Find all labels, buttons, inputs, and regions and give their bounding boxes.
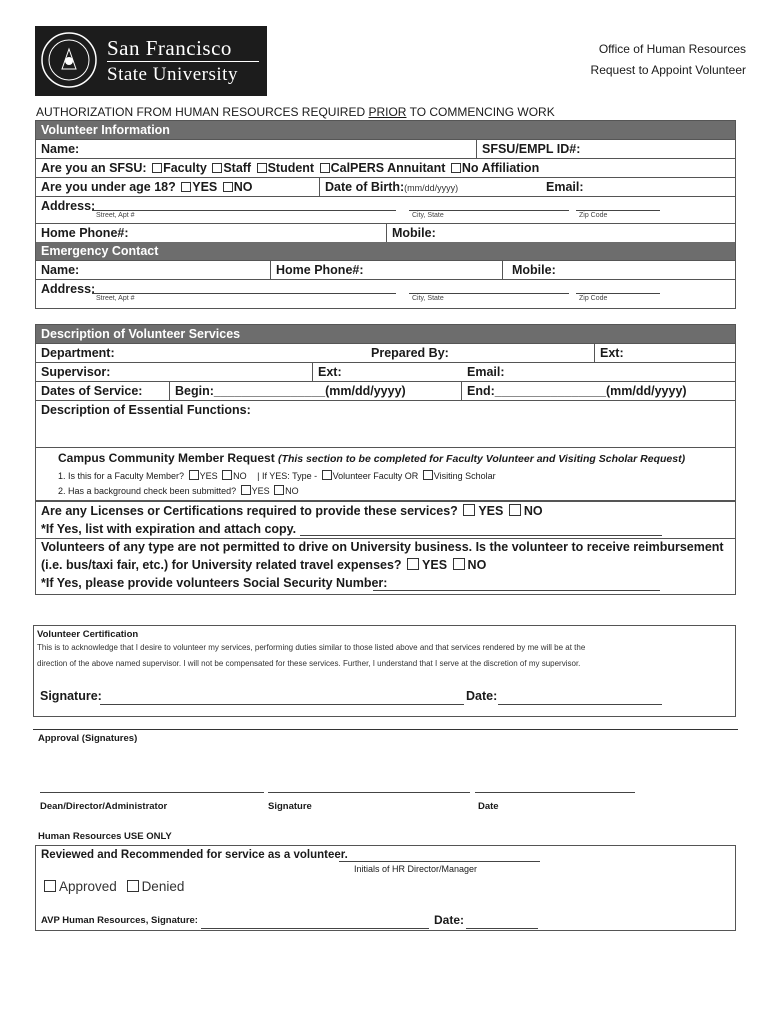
signature-caption: Signature <box>268 801 312 812</box>
visiting-scholar-checkbox[interactable] <box>423 470 433 480</box>
sfsu-id-field[interactable]: SFSU/EMPL ID#: <box>476 140 735 158</box>
emergency-address-label: Address: <box>41 282 96 296</box>
services-section <box>35 324 736 448</box>
background-yes-checkbox[interactable] <box>241 485 251 495</box>
initials-caption: Initials of HR Director/Manager <box>354 864 478 874</box>
volunteer-info-section <box>35 120 736 309</box>
ssn-label: *If Yes, please provide volunteers Social Security Number: <box>41 576 388 590</box>
initials-line[interactable] <box>339 861 540 862</box>
university-name-line2: State University <box>107 64 238 85</box>
home-phone-field[interactable]: Home Phone#: <box>41 226 129 240</box>
authorization-notice: AUTHORIZATION FROM HUMAN RESOURCES REQUIRED PRIOR TO COMMENCING WORK <box>36 105 555 119</box>
logo-divider <box>107 61 259 62</box>
volunteer-address-row <box>36 196 735 223</box>
hr-use-title: Human Resources USE ONLY <box>38 831 172 842</box>
licenses-line[interactable] <box>300 535 662 536</box>
essential-functions-row[interactable] <box>36 400 735 452</box>
denied-checkbox[interactable] <box>127 880 139 892</box>
licenses-question: Are any Licenses or Certifications required to provide these services? YES NO <box>41 504 543 518</box>
sfsu-logo <box>35 26 267 96</box>
faculty-yes-checkbox[interactable] <box>189 470 199 480</box>
emergency-zip-caption: Zip Code <box>579 295 608 302</box>
approval-divider <box>33 729 738 730</box>
dob-field[interactable]: Date of Birth:(mm/dd/yyyy) <box>319 178 541 196</box>
city-caption: City, State <box>412 212 444 219</box>
emergency-address-row <box>36 279 735 308</box>
volunteer-name-field[interactable]: Name: <box>41 142 80 156</box>
staff-checkbox[interactable] <box>212 163 222 173</box>
avp-date-line[interactable] <box>466 928 538 929</box>
begin-date-field[interactable]: Begin:________________(mm/dd/yyyy) <box>169 382 461 400</box>
hr-section <box>35 845 736 931</box>
cert-date-line[interactable] <box>498 704 662 705</box>
certification-text-2: direction of the above named supervisor. I will not be compensated for these services. Further, I understand that I serve at the discretion of my supervisor. <box>37 659 581 668</box>
faculty-question: 1. Is this for a Faculty Member? YES NO | If YES: Type - Volunteer Faculty OR Visiting Scholar <box>58 471 496 481</box>
emergency-mobile-field[interactable]: Mobile: <box>502 261 735 279</box>
supervisor-ext-field[interactable]: Ext: <box>312 363 462 381</box>
university-seal-icon <box>40 31 98 89</box>
signature-label: Signature: <box>40 689 102 703</box>
volunteer-info-header: Volunteer Information <box>36 121 735 139</box>
student-checkbox[interactable] <box>257 163 267 173</box>
reviewed-label: Reviewed and Recommended for service as a volunteer. <box>41 849 348 861</box>
faculty-checkbox[interactable] <box>152 163 162 173</box>
zip-caption: Zip Code <box>579 212 608 219</box>
volunteer-name-row <box>36 139 735 158</box>
emergency-street-caption: Street, Apt # <box>96 295 135 302</box>
emergency-contact-header: Emergency Contact <box>36 242 735 260</box>
department-field[interactable]: Department: <box>41 346 115 360</box>
approval-date-line[interactable] <box>475 792 635 793</box>
emergency-name-field[interactable]: Name: <box>41 263 80 277</box>
approval-signature-line[interactable] <box>268 792 470 793</box>
avp-date-label: Date: <box>434 913 465 927</box>
campus-community-section <box>35 447 736 501</box>
emergency-city-caption: City, State <box>412 295 444 302</box>
age-row: Are you under age 18? YES NO Date of Birth:(mm/dd/yyyy) Email: <box>36 177 735 196</box>
approval-title: Approval (Signatures) <box>38 733 138 744</box>
under18-yes-checkbox[interactable] <box>181 182 191 192</box>
licenses-no-checkbox[interactable] <box>509 504 521 516</box>
certification-title: Volunteer Certification <box>37 629 139 640</box>
licenses-ifyes: *If Yes, list with expiration and attach copy. <box>41 522 297 536</box>
certification-text-1: This is to acknowledge that I desire to volunteer my services, performing duties similar to those listed above and that services rendered by me will be at the <box>37 643 586 652</box>
background-check-question: 2. Has a background check been submitted? YES NO <box>58 486 299 496</box>
approval-decision: Approved Denied <box>42 879 184 894</box>
volunteer-address-label: Address: <box>41 199 96 213</box>
services-header: Description of Volunteer Services <box>36 325 735 343</box>
drive-notice: Volunteers of any type are not permitted to drive on University business. Is the volunteer to receive reimbursement <box>41 540 724 554</box>
cert-date-label: Date: <box>466 689 498 703</box>
reimbursement-question: (i.e. bus/taxi fair, etc.) for University related travel expenses? YES NO <box>41 558 487 572</box>
department-row <box>36 343 735 362</box>
volunteer-phone-row <box>36 223 735 242</box>
form-title: Request to Appoint Volunteer <box>590 63 746 77</box>
background-no-checkbox[interactable] <box>274 485 284 495</box>
prepared-ext-field[interactable]: Ext: <box>594 344 735 362</box>
volunteer-faculty-checkbox[interactable] <box>322 470 332 480</box>
certification-section <box>33 625 736 717</box>
supervisor-row <box>36 362 735 381</box>
mobile-field[interactable]: Mobile: <box>386 224 735 242</box>
emergency-name-row <box>36 260 735 279</box>
office-title: Office of Human Resources <box>598 42 746 56</box>
licenses-section <box>35 501 736 539</box>
calpers-checkbox[interactable] <box>320 163 330 173</box>
date-caption: Date <box>478 801 499 812</box>
supervisor-email-field[interactable]: Email: <box>467 365 505 379</box>
supervisor-field[interactable]: Supervisor: <box>41 365 111 379</box>
essential-functions-label: Description of Essential Functions: <box>41 403 251 417</box>
emergency-street-line[interactable] <box>92 293 396 294</box>
dean-signature-line[interactable] <box>40 792 264 793</box>
reimbursement-yes-checkbox[interactable] <box>407 558 419 570</box>
ssn-line[interactable] <box>373 590 660 591</box>
end-date-field[interactable]: End:________________(mm/dd/yyyy) <box>461 382 735 400</box>
emergency-home-phone-field[interactable]: Home Phone#: <box>270 261 502 279</box>
campus-request-title: Campus Community Member Request (This section to be completed for Faculty Volunteer and Visiting Scholar Request) <box>58 451 686 465</box>
dean-caption: Dean/Director/Administrator <box>40 801 168 812</box>
avp-signature-line[interactable] <box>201 928 429 929</box>
approved-checkbox[interactable] <box>44 880 56 892</box>
volunteer-email-field[interactable]: Email: <box>546 180 584 194</box>
dates-row <box>36 381 735 400</box>
faculty-no-checkbox[interactable] <box>222 470 232 480</box>
street-line[interactable] <box>92 210 396 211</box>
prepared-by-field[interactable]: Prepared By: <box>371 346 449 360</box>
no-affiliation-checkbox[interactable] <box>451 163 461 173</box>
under18-no-checkbox[interactable] <box>223 182 233 192</box>
signature-line[interactable] <box>100 704 464 705</box>
reimbursement-no-checkbox[interactable] <box>453 558 465 570</box>
dates-label: Dates of Service: <box>41 384 143 398</box>
university-name-line1: San Francisco <box>107 36 232 60</box>
reimbursement-section <box>35 539 736 595</box>
avp-signature-label: AVP Human Resources, Signature: <box>41 915 198 926</box>
street-caption: Street, Apt # <box>96 212 135 219</box>
licenses-yes-checkbox[interactable] <box>463 504 475 516</box>
affiliation-row: Are you an SFSU: Faculty Staff Student CalPERS Annuitant No Affiliation <box>36 158 735 177</box>
